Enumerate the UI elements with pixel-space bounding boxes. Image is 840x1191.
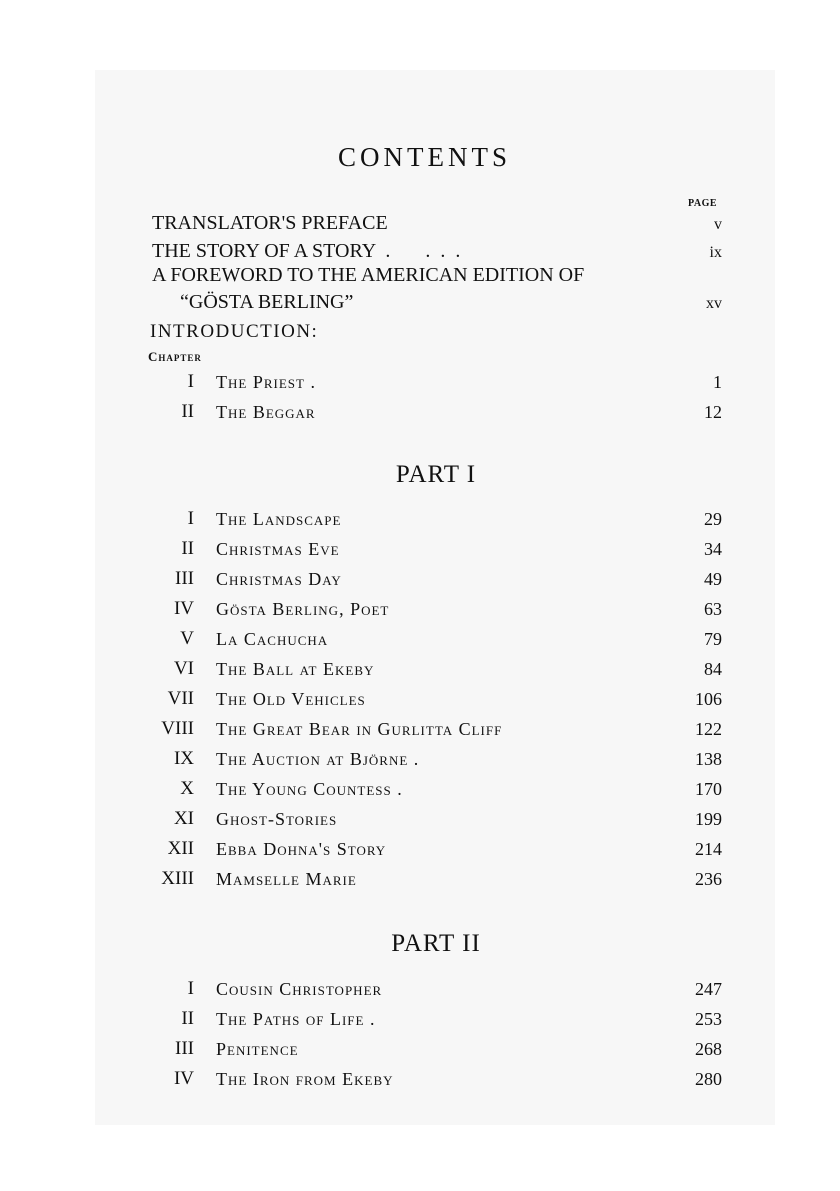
chapter-page: 84 (704, 659, 722, 679)
chapter-page: 49 (704, 569, 722, 589)
chapter-number: VII (167, 688, 194, 709)
chapter-page: 79 (704, 629, 722, 649)
chapter-number: II (181, 1008, 194, 1029)
front-matter-page: v (714, 216, 722, 233)
introduction-heading: INTRODUCTION: (150, 321, 319, 342)
chapter-number: I (187, 978, 194, 999)
chapter-title: The Priest . (216, 372, 316, 392)
chapter-title: Gösta Berling, Poet (216, 599, 390, 619)
front-matter-title: TRANSLATOR'S PREFACE (152, 212, 388, 234)
chapter-number: I (187, 371, 194, 392)
chapter-title: Christmas Day (216, 569, 342, 589)
chapter-number: X (180, 778, 194, 799)
chapter-title: La Cachucha (216, 629, 329, 649)
chapter-title: Penitence (216, 1039, 299, 1059)
chapter-page: 199 (695, 809, 722, 829)
chapter-page: 138 (695, 749, 722, 769)
chapter-title: Ebba Dohna's Story (216, 839, 387, 859)
front-matter-page: xv (706, 295, 722, 312)
chapter-number: I (187, 508, 194, 529)
chapter-number: IV (173, 1068, 194, 1089)
chapter-number: III (175, 1038, 194, 1059)
chapter-page: 170 (695, 779, 722, 799)
chapter-page: 247 (695, 979, 722, 999)
chapter-page: 253 (695, 1009, 722, 1029)
chapter-number: VI (173, 658, 194, 679)
chapter-title: Cousin Christopher (216, 979, 383, 999)
front-matter-title: A FOREWORD TO THE AMERICAN EDITION OF (152, 264, 585, 286)
chapter-page: 106 (695, 689, 722, 709)
chapter-number: IV (173, 598, 194, 619)
chapter-number: II (181, 401, 194, 422)
chapter-title: The Old Vehicles (216, 689, 366, 709)
chapter-title: The Beggar (216, 402, 316, 422)
chapter-number: XI (173, 808, 194, 829)
chapter-page: 122 (695, 719, 722, 739)
chapter-page: 63 (704, 599, 722, 619)
front-matter-title: “GÖSTA BERLING” (180, 291, 354, 313)
chapter-page: 34 (704, 539, 722, 559)
chapter-number: V (180, 628, 194, 649)
chapter-column-header: Chapter (148, 349, 202, 364)
chapter-number: IX (173, 748, 194, 769)
front-matter-page: ix (709, 244, 722, 261)
chapter-title: Ghost-Stories (216, 809, 338, 829)
chapter-number: II (181, 538, 194, 559)
page-title: CONTENTS (338, 142, 511, 172)
chapter-page: 12 (704, 402, 722, 422)
chapter-title: Mamselle Marie (216, 869, 357, 889)
chapter-number: XII (167, 838, 194, 859)
front-matter-title: THE STORY OF A STORY . . . . (152, 240, 461, 262)
chapter-title: The Young Countess . (216, 779, 403, 799)
chapter-title: The Iron from Ekeby (216, 1069, 394, 1089)
chapter-title: The Auction at Björne . (216, 749, 420, 769)
chapter-title: The Ball at Ekeby (216, 659, 375, 679)
chapter-title: The Paths of Life . (216, 1009, 376, 1029)
chapter-page: 268 (695, 1039, 722, 1059)
chapter-number: III (175, 568, 194, 589)
chapter-page: 236 (695, 869, 722, 889)
chapter-title: The Landscape (216, 509, 342, 529)
chapter-page: 214 (695, 839, 722, 859)
part-heading: PART II (391, 930, 481, 957)
chapter-page: 280 (695, 1069, 722, 1089)
page-column-header: PAGE (688, 198, 718, 209)
chapter-number: XIII (161, 868, 194, 889)
part-heading: PART I (395, 461, 477, 488)
chapter-number: VIII (161, 718, 194, 739)
chapter-title: Christmas Eve (216, 539, 340, 559)
chapter-page: 29 (704, 509, 722, 529)
chapter-title: The Great Bear in Gurlitta Cliff (216, 719, 503, 739)
chapter-page: 1 (713, 372, 722, 392)
